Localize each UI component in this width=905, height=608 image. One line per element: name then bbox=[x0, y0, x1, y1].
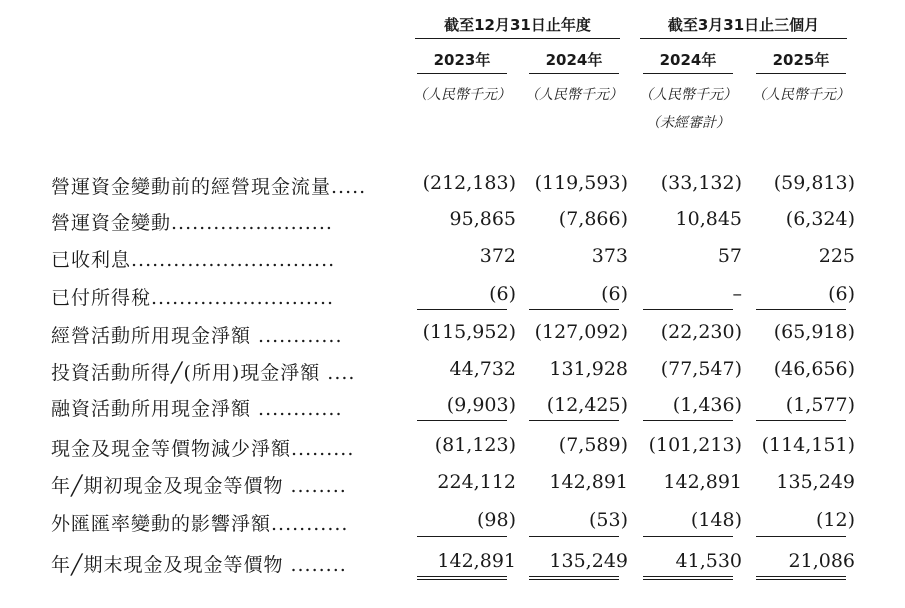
row-label: 經營活動所用現金淨額 ............ bbox=[51, 325, 343, 347]
total-double-rule bbox=[529, 576, 619, 580]
year-rule-2025-quarter bbox=[756, 73, 846, 74]
table-cell: (9,903) bbox=[446, 394, 516, 416]
table-cell: (148) bbox=[690, 509, 742, 531]
table-cell: (127,092) bbox=[534, 321, 628, 343]
subtotal-rule bbox=[417, 536, 507, 537]
table-cell: (115,952) bbox=[422, 321, 516, 343]
table-cell: (7,866) bbox=[558, 208, 628, 230]
row-label: 外匯匯率變動的影響淨額........... bbox=[51, 513, 349, 535]
table-cell: (114,151) bbox=[761, 434, 855, 456]
subtotal-rule bbox=[643, 536, 733, 537]
group-header-quarter: 截至3月31日止三個月 bbox=[667, 16, 820, 34]
total-double-rule bbox=[643, 576, 733, 580]
unit-label-2023: （人民幣千元） bbox=[413, 87, 511, 103]
table-cell: (119,593) bbox=[534, 172, 628, 194]
year-header-2024-quarter: 2024年 bbox=[659, 51, 717, 69]
subtotal-rule bbox=[756, 536, 846, 537]
row-label: 年╱期初現金及現金等價物 ........ bbox=[51, 475, 347, 497]
row-label: 營運資金變動前的經營現金流量..... bbox=[51, 176, 367, 198]
row-label: 營運資金變動....................... bbox=[51, 212, 333, 234]
group-rule-quarter bbox=[640, 38, 847, 39]
table-cell: (33,132) bbox=[660, 172, 742, 194]
table-cell: (77,547) bbox=[660, 358, 742, 380]
subtotal-rule bbox=[529, 420, 619, 421]
year-rule-2023 bbox=[417, 73, 507, 74]
table-cell: (1,436) bbox=[672, 394, 742, 416]
table-cell: (53) bbox=[588, 509, 628, 531]
row-label: 投資活動所得╱(所用)現金淨額 .... bbox=[51, 362, 356, 384]
row-label: 已付所得稅.......................... bbox=[51, 287, 335, 309]
table-cell: (1,577) bbox=[785, 394, 855, 416]
year-rule-2024-quarter bbox=[643, 73, 733, 74]
total-double-rule bbox=[756, 576, 846, 580]
table-cell: 131,928 bbox=[549, 358, 628, 380]
subtotal-rule bbox=[417, 309, 507, 310]
group-rule-annual bbox=[415, 38, 620, 39]
table-cell: (101,213) bbox=[648, 434, 742, 456]
table-cell: (212,183) bbox=[422, 172, 516, 194]
subtotal-rule bbox=[756, 309, 846, 310]
table-cell: 142,891 bbox=[549, 471, 628, 493]
table-cell: (7,589) bbox=[558, 434, 628, 456]
table-cell: 135,249 bbox=[549, 550, 628, 572]
table-cell: (65,918) bbox=[773, 321, 855, 343]
table-cell: 142,891 bbox=[663, 471, 742, 493]
table-cell: 372 bbox=[479, 245, 516, 267]
year-header-2023: 2023年 bbox=[433, 51, 491, 69]
table-cell: 41,530 bbox=[675, 550, 742, 572]
subtotal-rule bbox=[417, 420, 507, 421]
table-cell: 224,112 bbox=[437, 471, 516, 493]
row-label: 融資活動所用現金淨額 ............ bbox=[51, 398, 343, 420]
group-header-annual: 截至12月31日止年度 bbox=[444, 16, 591, 34]
table-cell: 135,249 bbox=[776, 471, 855, 493]
subtotal-rule bbox=[643, 420, 733, 421]
table-cell: 95,865 bbox=[449, 208, 516, 230]
unaudited-note: （未經審計） bbox=[646, 115, 730, 131]
table-cell: (6) bbox=[601, 283, 628, 305]
table-cell: 142,891 bbox=[437, 550, 516, 572]
table-cell: (12,425) bbox=[546, 394, 628, 416]
table-cell: (6) bbox=[828, 283, 855, 305]
table-cell: (12) bbox=[815, 509, 855, 531]
unit-label-2024-quarter: （人民幣千元） bbox=[639, 87, 737, 103]
table-cell: 21,086 bbox=[788, 550, 855, 572]
table-cell: (46,656) bbox=[773, 358, 855, 380]
table-cell: – bbox=[732, 283, 742, 305]
row-label: 現金及現金等價物減少淨額......... bbox=[51, 438, 355, 460]
table-cell: (6) bbox=[489, 283, 516, 305]
subtotal-rule bbox=[529, 309, 619, 310]
table-cell: (98) bbox=[476, 509, 516, 531]
year-rule-2024-annual bbox=[529, 73, 619, 74]
table-cell: (81,123) bbox=[434, 434, 516, 456]
unit-label-2024-annual: （人民幣千元） bbox=[525, 87, 623, 103]
table-cell: 57 bbox=[717, 245, 742, 267]
subtotal-rule bbox=[643, 309, 733, 310]
subtotal-rule bbox=[529, 536, 619, 537]
unit-label-2025-quarter: （人民幣千元） bbox=[752, 87, 850, 103]
subtotal-rule bbox=[756, 420, 846, 421]
table-cell: 44,732 bbox=[449, 358, 516, 380]
table-cell: 10,845 bbox=[675, 208, 742, 230]
row-label: 年╱期末現金及現金等價物 ........ bbox=[51, 554, 347, 576]
table-cell: 373 bbox=[591, 245, 628, 267]
table-cell: (22,230) bbox=[660, 321, 742, 343]
table-cell: (59,813) bbox=[773, 172, 855, 194]
table-cell: (6,324) bbox=[785, 208, 855, 230]
year-header-2024-annual: 2024年 bbox=[545, 51, 603, 69]
table-cell: 225 bbox=[818, 245, 855, 267]
row-label: 已收利息............................. bbox=[51, 249, 336, 271]
year-header-2025-quarter: 2025年 bbox=[772, 51, 830, 69]
total-double-rule bbox=[417, 576, 507, 580]
